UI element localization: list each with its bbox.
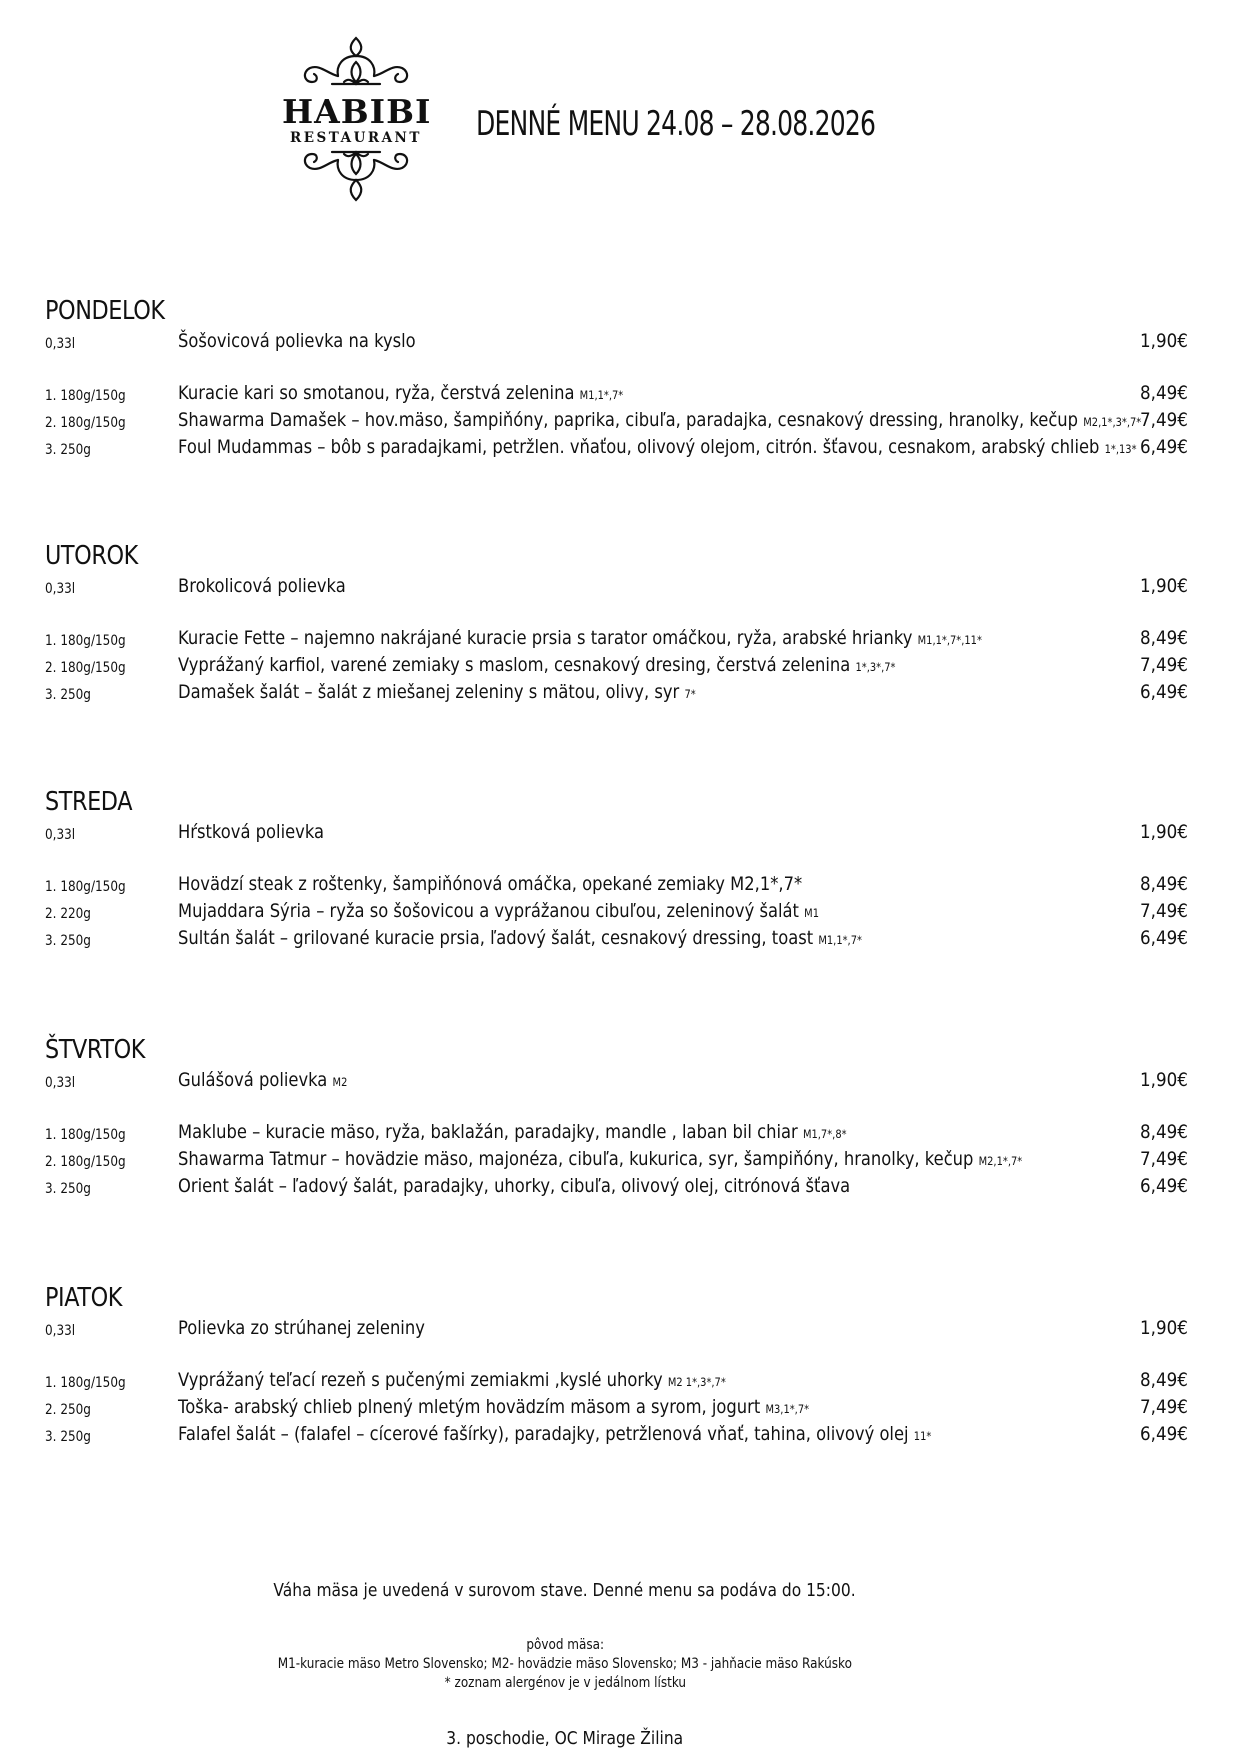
dish-description	[178, 627, 982, 649]
dish-price: 6,49€	[1140, 927, 1188, 949]
dish-description	[178, 1396, 809, 1418]
meal-row	[0, 627, 1241, 653]
dish-price: 6,49€	[1140, 436, 1188, 458]
dish-price: 8,49€	[1140, 1121, 1188, 1143]
portion-size: 1. 180g/150g	[45, 633, 126, 649]
dish-description	[178, 409, 1141, 431]
soup-row	[0, 575, 1241, 601]
meal-row	[0, 654, 1241, 680]
allergen-codes: M1	[804, 906, 819, 920]
dish-description	[178, 1423, 931, 1445]
dish-name: Orient šalát – ľadový šalát, paradajky, uhorky, cibuľa, olivový olej, citrónová šťava	[178, 1175, 851, 1197]
portion-size: 1. 180g/150g	[45, 1375, 126, 1391]
portion-size: 3. 250g	[45, 687, 91, 703]
day-title: UTOROK	[45, 541, 138, 571]
portion-size: 2. 180g/150g	[45, 1154, 126, 1170]
meal-row	[0, 436, 1241, 462]
dish-name: Gulášová polievka	[178, 1069, 328, 1091]
dish-name: Kuracie Fette – najemno nakrájané kuracie prsia s tarator omáčkou, ryža, arabské hrianky	[178, 627, 913, 649]
dish-name: Vyprážaný karfiol, varené zemiaky s maslom, cesnakový dresing, čerstvá zelenina	[178, 654, 851, 676]
dish-name: Brokolicová polievka	[178, 575, 346, 597]
dish-description	[178, 330, 416, 352]
allergen-codes: M2,1*,7*	[978, 1154, 1023, 1168]
dish-name: Sultán šalát – grilované kuracie prsia, ľadový šalát, cesnakový dressing, toast	[178, 927, 814, 949]
portion-size: 0,33l	[45, 827, 76, 843]
dish-name: Polievka zo strúhanej zeleniny	[178, 1317, 425, 1339]
page-title: DENNÉ MENU 24.08 – 28.08.2026	[476, 104, 876, 144]
dish-price: 6,49€	[1140, 681, 1188, 703]
dish-price: 8,49€	[1140, 627, 1188, 649]
dish-name: Hovädzí steak z roštenky, šampiňónová omáčka, opekané zemiaky M2,1*,7*	[178, 873, 803, 895]
dish-name: Vyprážaný teľací rezeň s pučenými zemiakmi ,kyslé uhorky	[178, 1369, 663, 1391]
dish-description	[178, 681, 696, 703]
meal-row	[0, 900, 1241, 926]
header	[0, 0, 1241, 220]
meat-origin-title: pôvod mäsa:	[526, 1637, 604, 1653]
meal-row	[0, 681, 1241, 707]
dish-price: 7,49€	[1140, 409, 1188, 431]
dish-price: 8,49€	[1140, 873, 1188, 895]
portion-size: 2. 180g/150g	[45, 415, 126, 431]
dish-description	[178, 382, 623, 404]
meat-weight-note: Váha mäsa je uvedená v surovom stave. Denné menu sa podáva do 15:00.	[273, 1580, 857, 1601]
dish-description	[178, 575, 346, 597]
allergen-codes: M2	[332, 1075, 348, 1089]
meal-row	[0, 927, 1241, 953]
dish-price: 7,49€	[1140, 900, 1188, 922]
dish-name: Shawarma Tatmur – hovädzie mäso, majonéza, cibuľa, kukurica, syr, šampiňóny, hranolky, kečup	[178, 1148, 974, 1170]
portion-size: 0,33l	[45, 1323, 76, 1339]
dish-description	[178, 927, 862, 949]
meal-row	[0, 873, 1241, 899]
meal-row	[0, 1121, 1241, 1147]
portion-size: 3. 250g	[45, 442, 91, 458]
allergen-codes: 11*	[913, 1429, 932, 1443]
allergen-codes: 1*,13*	[1104, 442, 1137, 456]
dish-name: Toška- arabský chlieb plnený mletým hovädzím mäsom a syrom, jogurt	[178, 1396, 761, 1418]
allergen-codes: M2 1*,3*,7*	[667, 1375, 726, 1389]
dish-description	[178, 1317, 425, 1339]
allergen-codes: 7*	[684, 687, 696, 701]
meal-row	[0, 1148, 1241, 1174]
dish-name: Shawarma Damašek – hov.mäso, šampiňóny, paprika, cibuľa, paradajka, cesnakový dressing, hranolky, kečup	[178, 409, 1079, 431]
dish-name: Mujaddara Sýria – ryža so šošovicou a vyprážanou cibuľou, zeleninový šalát	[178, 900, 799, 922]
dish-description	[178, 1369, 726, 1391]
dish-price: 1,90€	[1140, 821, 1188, 843]
dish-description	[178, 1148, 1022, 1170]
dish-price: 6,49€	[1140, 1175, 1188, 1197]
logo-subtitle: RESTAURANT	[290, 130, 422, 146]
portion-size: 2. 180g/150g	[45, 660, 126, 676]
soup-row	[0, 821, 1241, 847]
dish-name: Hŕstková polievka	[178, 821, 325, 843]
dish-description	[178, 1175, 850, 1197]
dish-price: 1,90€	[1140, 575, 1188, 597]
portion-size: 2. 250g	[45, 1402, 91, 1418]
portion-size: 2. 220g	[45, 906, 91, 922]
dish-name: Maklube – kuracie mäso, ryža, baklažán, paradajky, mandle , laban bil chiar	[178, 1121, 798, 1143]
allergen-note: * zoznam alergénov je v jedálnom lístku	[444, 1675, 686, 1691]
portion-size: 1. 180g/150g	[45, 879, 126, 895]
soup-row	[0, 330, 1241, 356]
portion-size: 1. 180g/150g	[45, 1127, 126, 1143]
allergen-codes: 1*,3*,7*	[855, 660, 896, 674]
meal-row	[0, 1175, 1241, 1201]
portion-size: 0,33l	[45, 336, 76, 352]
logo-name: HABIBI	[282, 92, 432, 131]
portion-size: 0,33l	[45, 581, 76, 597]
dish-price: 7,49€	[1140, 1396, 1188, 1418]
dish-price: 7,49€	[1140, 1148, 1188, 1170]
allergen-codes: M1,1*,7*	[579, 388, 624, 402]
dish-description	[178, 1121, 847, 1143]
day-title: PIATOK	[45, 1283, 122, 1313]
portion-size: 3. 250g	[45, 933, 91, 949]
portion-size: 0,33l	[45, 1075, 76, 1091]
meal-row	[0, 1423, 1241, 1449]
dish-description	[178, 1069, 347, 1091]
portion-size: 3. 250g	[45, 1181, 91, 1197]
allergen-codes: M2,1*,3*,7*	[1083, 415, 1142, 429]
meal-row	[0, 382, 1241, 408]
dish-name: Šošovicová polievka na kyslo	[178, 330, 416, 352]
dish-price: 1,90€	[1140, 1317, 1188, 1339]
dish-description	[178, 821, 324, 843]
portion-size: 3. 250g	[45, 1429, 91, 1445]
restaurant-address: 3. poschodie, OC Mirage Žilina	[446, 1728, 684, 1749]
dish-name: Damašek šalát – šalát z miešanej zeleniny s mätou, olivy, syr	[178, 681, 680, 703]
dish-description	[178, 900, 819, 922]
portion-size: 1. 180g/150g	[45, 388, 126, 404]
dish-description	[178, 873, 802, 895]
soup-row	[0, 1317, 1241, 1343]
day-title: PONDELOK	[45, 296, 165, 326]
dish-price: 6,49€	[1140, 1423, 1188, 1445]
dish-name: Falafel šalát – (falafel – cícerové fašírky), paradajky, petržlenová vňať, tahina, olivový olej	[178, 1423, 909, 1445]
restaurant-logo	[282, 34, 430, 206]
allergen-codes: M1,7*,8*	[802, 1127, 847, 1141]
dish-price: 1,90€	[1140, 330, 1188, 352]
day-title: STREDA	[45, 787, 133, 817]
meat-origin-text: M1-kuracie mäso Metro Slovensko; M2- hovädzie mäso Slovensko; M3 - jahňacie mäso Rakúsko	[277, 1656, 853, 1672]
dish-name: Foul Mudammas – bôb s paradajkami, petržlen. vňaťou, olivový olejom, citrón. šťavou, cesnakom, arabský chlieb	[178, 436, 1100, 458]
allergen-codes: M3,1*,7*	[765, 1402, 810, 1416]
dish-description	[178, 436, 1137, 458]
dish-price: 1,90€	[1140, 1069, 1188, 1091]
meal-row	[0, 1396, 1241, 1422]
soup-row	[0, 1069, 1241, 1095]
dish-description	[178, 654, 896, 676]
meal-row	[0, 1369, 1241, 1395]
dish-name: Kuracie kari so smotanou, ryža, čerstvá zelenina	[178, 382, 575, 404]
allergen-codes: M1,1*,7*	[818, 933, 862, 947]
meal-row	[0, 409, 1241, 435]
allergen-codes: M1,1*,7*,11*	[917, 633, 982, 647]
dish-price: 8,49€	[1140, 1369, 1188, 1391]
day-title: ŠTVRTOK	[45, 1035, 145, 1065]
dish-price: 7,49€	[1140, 654, 1188, 676]
dish-price: 8,49€	[1140, 382, 1188, 404]
